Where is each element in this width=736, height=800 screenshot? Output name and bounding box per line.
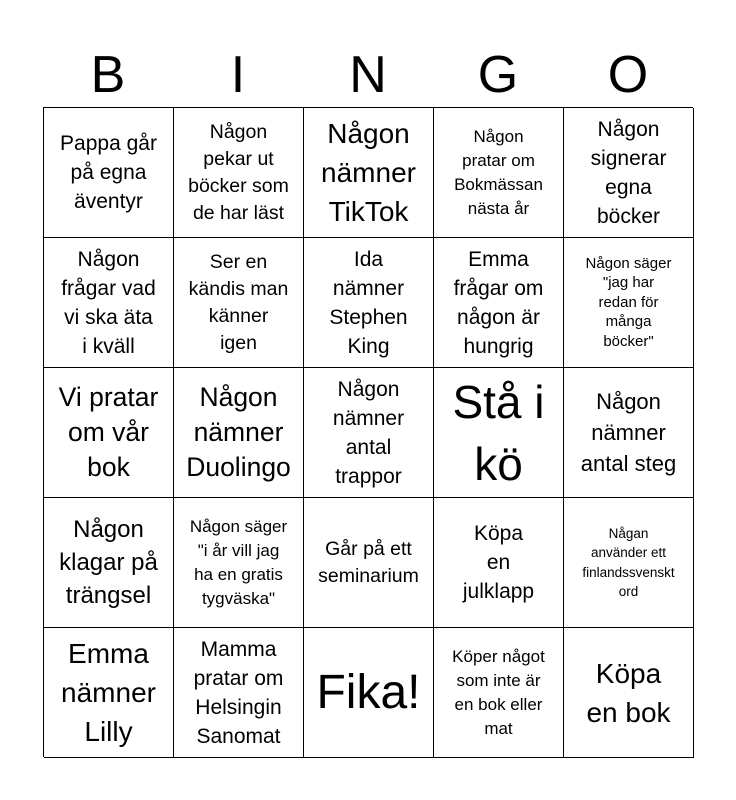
- cell-text: Någon säger "i år vill jag ha en gratis tygväska": [189, 516, 288, 608]
- cell-text: Köper något som inte är en bok eller mat: [452, 646, 545, 738]
- bingo-cell[interactable]: [304, 238, 434, 368]
- bingo-cell[interactable]: [44, 498, 174, 628]
- bingo-cell[interactable]: [304, 628, 434, 758]
- header-letter-g: G: [477, 46, 519, 104]
- cell-text: Går på ett seminarium: [318, 537, 419, 587]
- cell-text: Någan använder ett finlandssvenskt ord: [582, 525, 675, 599]
- bingo-cell[interactable]: [44, 628, 174, 758]
- cell-text: Någon säger "jag har redan för många böcker": [585, 254, 672, 350]
- cell-text: Någon frågar vad vi ska äta i kväll: [61, 247, 156, 358]
- header-letter-i: I: [230, 46, 246, 104]
- cell-text: Någon pratar om Bokmässan nästa år: [454, 126, 543, 218]
- header-letter-n: N: [349, 46, 387, 104]
- cell-text: Någon nämner antal trappor: [332, 377, 405, 488]
- cell-text: Någon nämner Duolingo: [186, 382, 291, 482]
- cell-text: Ser en kändis man känner igen: [188, 250, 289, 354]
- cell-text: Mamma pratar om Helsingin Sanomat: [193, 637, 284, 748]
- bingo-cell[interactable]: [174, 238, 304, 368]
- bingo-cell[interactable]: [434, 108, 564, 238]
- bingo-cell[interactable]: [564, 238, 694, 368]
- cell-text: Vi pratar om vår bok: [58, 382, 159, 482]
- bingo-cell[interactable]: [174, 498, 304, 628]
- header-letter-o: O: [607, 46, 649, 104]
- bingo-cell[interactable]: [564, 498, 694, 628]
- header-letter-b: B: [90, 46, 126, 104]
- bingo-cell[interactable]: [434, 368, 564, 498]
- bingo-cell[interactable]: [44, 368, 174, 498]
- bingo-cell[interactable]: [434, 498, 564, 628]
- cell-text: Någon klagar på trängsel: [59, 516, 158, 609]
- cell-text: Köpa en bok: [586, 657, 671, 728]
- cell-text: Någon nämner antal steg: [580, 389, 677, 476]
- bingo-cell[interactable]: [564, 108, 694, 238]
- cell-text: Fika!: [316, 665, 421, 719]
- cell-text: Någon pekar ut böcker som de har läst: [188, 120, 289, 224]
- bingo-cell[interactable]: [174, 628, 304, 758]
- bingo-cell[interactable]: [434, 628, 564, 758]
- bingo-cell[interactable]: [564, 628, 694, 758]
- cell-text: Pappa går på egna äventyr: [60, 132, 157, 213]
- cell-text: Någon nämner TikTok: [321, 118, 416, 227]
- bingo-cell[interactable]: [304, 498, 434, 628]
- cell-text: Stå i kö: [452, 375, 545, 490]
- cell-text: Ida nämner Stephen King: [329, 247, 408, 358]
- bingo-cell[interactable]: [174, 368, 304, 498]
- bingo-cell[interactable]: [44, 108, 174, 238]
- bingo-cell[interactable]: [44, 238, 174, 368]
- bingo-cell[interactable]: [304, 108, 434, 238]
- cell-text: Emma nämner Lilly: [61, 638, 156, 747]
- bingo-grid: [43, 107, 693, 757]
- bingo-cell[interactable]: [174, 108, 304, 238]
- bingo-cell[interactable]: [564, 368, 694, 498]
- bingo-cell[interactable]: [304, 368, 434, 498]
- cell-text: Köpa en julklapp: [462, 522, 535, 603]
- cell-text: Emma frågar om någon är hungrig: [453, 247, 544, 358]
- cell-text: Någon signerar egna böcker: [590, 117, 667, 228]
- bingo-cell[interactable]: [434, 238, 564, 368]
- bingo-header: [43, 44, 693, 106]
